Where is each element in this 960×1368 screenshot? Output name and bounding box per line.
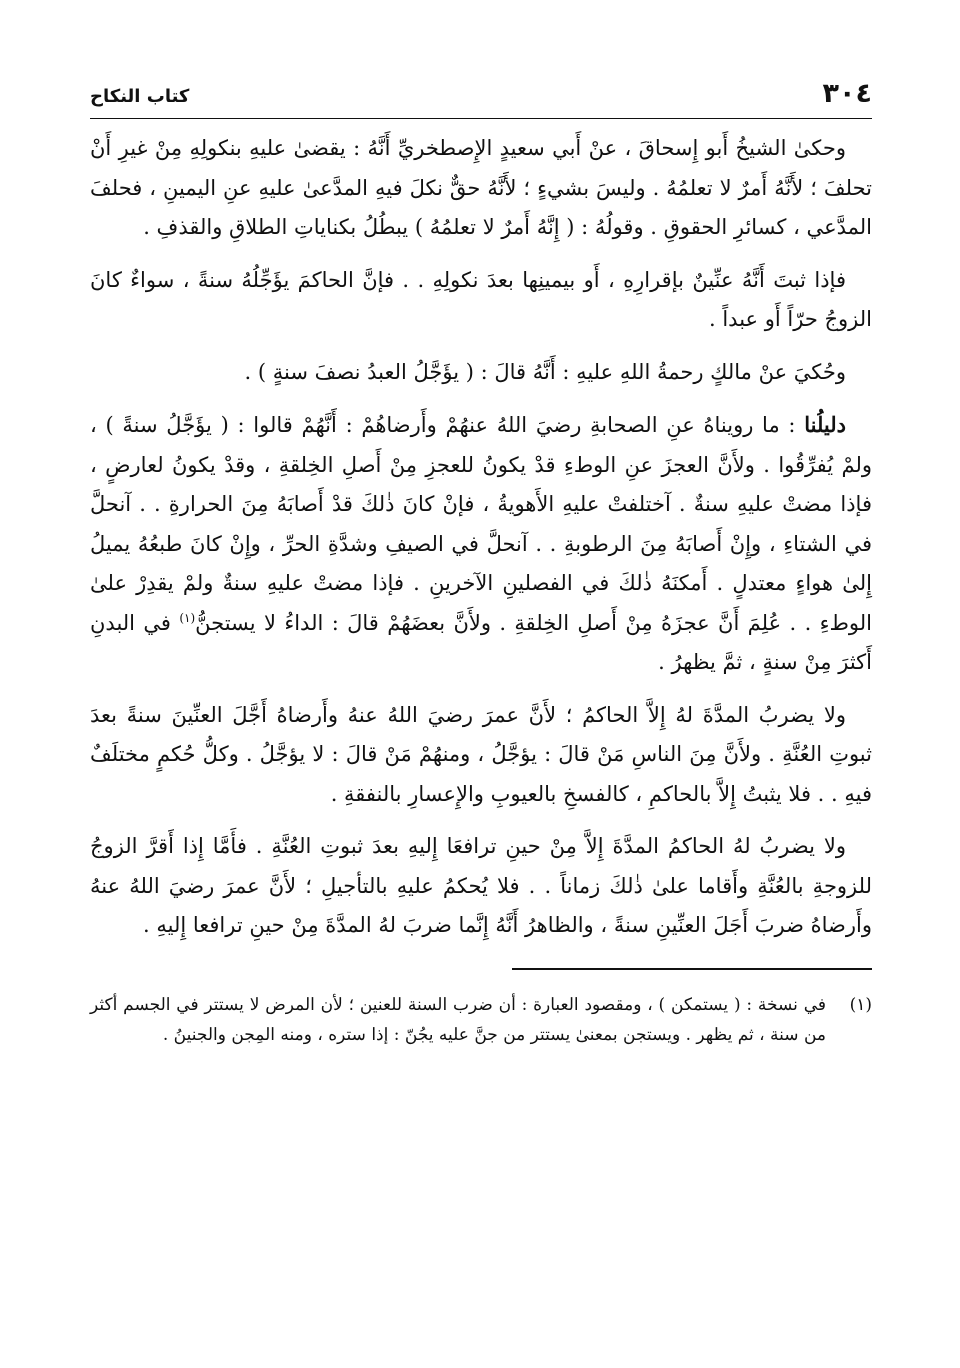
paragraph-text-continued: في البدنِ أَكثرَ مِنْ سنةٍ ، ثمَّ يظهرُ . — [90, 610, 872, 674]
paragraph — [90, 353, 872, 393]
paragraph — [90, 129, 872, 248]
footnote-reference[interactable]: (١) — [179, 610, 196, 625]
paragraph — [90, 405, 872, 683]
book-page — [90, 78, 872, 1050]
paragraph-text: وحكىٰ الشيخُ أَبو إِسحاقَ ، عنْ أَبي سعيدٍ الإِصطخريِّ أَنَّهُ : يقضىٰ عليهِ بنكولِهِ مِنْ غيرِ أَنْ تحلفَ ؛ لأَنَّهُ أَمرٌ لا تعلمُهُ . وليسَ بشيءٍ ؛ لأَنَّهُ حقٌّ نكلَ فيهِ المدَّعىٰ عليهِ عنِ اليمينِ ، فحلفَ المدَّعي ، كسائرِ الحقوقِ . وقولُهُ : ( إِنَّهُ أَمرٌ لا تعلمُهُ ) يبطُلُ بكناياتِ الطلاقِ والقذفِ . — [90, 136, 872, 239]
header-divider — [90, 118, 872, 119]
paragraph — [90, 261, 872, 340]
book-title: كتاب النكاح — [90, 86, 190, 107]
footnote-number: (١) — [849, 994, 872, 1015]
page-number: ٣٠٤ — [822, 78, 872, 109]
paragraph — [90, 827, 872, 946]
footnote-divider — [512, 968, 872, 970]
paragraph-text: وحُكيَ عنْ مالكٍ رحمةُ اللهِ عليهِ : أَنَّهُ قالَ : ( يؤَجَّلُ العبدُ نصفَ سنةٍ ) . — [244, 359, 846, 384]
paragraph-text: : ما رويناهُ عنِ الصحابةِ رضيَ اللهُ عنهُمْ وأَرضاهُمْ : أَنَّهُمْ قالوا : ( يؤَجَّلُ سنةً ) ، ولمْ يُفرِّقُوا . ولأَنَّ العجزَ عنِ الوطءِ قدْ يكونُ للعجزِ مِنْ أَصلِ الخِلقةِ ، وقدْ يكونُ لعارضٍ ، فإذا مضتْ عليهِ سنةٌ . آختلفتْ عليهِ الأَهويةُ ، فإنْ كانَ ذٰلكَ قدْ أَصابَهُ مِنَ الحرارةِ . . آنحلَّ في الشتاءِ ، وإِنْ أَصابَهُ مِنَ الرطوبةِ . . آنحلَّ في الصيفِ وشدَّةِ الحرِّ ، وإِنْ كانَ طبعُهُ يميلُ إِلىٰ هواءٍ معتدلٍ . أَمكنَهُ ذٰلكَ في الفصلينِ الآخرينِ . فإذا مضتْ عليهِ سنةٌ ولمْ يقدِرْ علىٰ الوطءِ . . عُلِمَ أَنَّ عجزَهُ مِنْ أَصلِ الخِلقةِ . ولأَنَّ بعضَهُمْ قالَ : الداءُ لا يستجنُّ — [90, 413, 872, 635]
paragraph-text: فإذا ثبتَ أَنَّهُ عنِّينٌ بإقرارِهِ ، أَو بيمينِها بعدَ نكولِهِ . . فإنَّ الحاكمَ يؤَجِّلُهُ سنةً ، سواءٌ كانَ الزوجُ حرّاً أَو عبداً . — [90, 267, 872, 331]
paragraph-text: ولا يضربُ المدَّةَ لهُ إِلاَّ الحاكمُ ؛ لأَنَّ عمرَ رضيَ اللهُ عنهُ وأَرضاهُ أَجَّلَ العنِّينَ سنةً بعدَ ثبوتِ العُنَّةِ . ولأَنَّ مِنَ الناسِ مَنْ قالَ : يؤجَّلُ ، ومنهُمْ مَنْ قالَ : لا يؤجَّلُ . وكلُّ حُكمٍ مختلَفٌ فيهِ . . فلا يثبتُ إِلاَّ بالحاكمِ ، كالفسخِ بالعيوبِ والإِعسارِ بالنفقةِ . — [90, 702, 872, 806]
paragraph-text: ولا يضربُ لهُ الحاكمُ المدَّةَ إِلاَّ مِنْ حينِ ترافعَا إِليهِ بعدَ ثبوتِ العُنَّةِ . فأَمَّا إِذا أَقرَّ الزوجُ للزوجةِ بالعُنَّةِ وأَقاما علىٰ ذٰلكَ زماناً . . فلا يُحكمُ عليهِ بالتأجيلِ ؛ لأَنَّ عمرَ رضيَ اللهُ عنهُ وأَرضاهُ ضربَ أَجَلَ العنِّينِ سنةً ، والظاهرُ أَنَّهُ إِنَّما ضربَ لهُ المدَّةَ مِنْ حينِ ترافعا إِليهِ . — [90, 834, 872, 937]
page-header — [90, 78, 872, 114]
body-text — [90, 129, 872, 946]
footnote — [90, 990, 872, 1050]
paragraph-lead-word: دليلُنا — [804, 412, 846, 437]
footnote-text: في نسخة : ( يستمكن ) ، ومقصود العبارة : أن ضرب السنة للعنين ؛ لأن المرض لا يستتر في الجسم أكثر من سنة ، ثم يظهر . ويستجن بمعنىٰ يستتر من جنَّ عليه يجُنّ : إذا ستره ، ومنه المِجن والجنينُ . — [90, 994, 826, 1045]
paragraph — [90, 696, 872, 815]
